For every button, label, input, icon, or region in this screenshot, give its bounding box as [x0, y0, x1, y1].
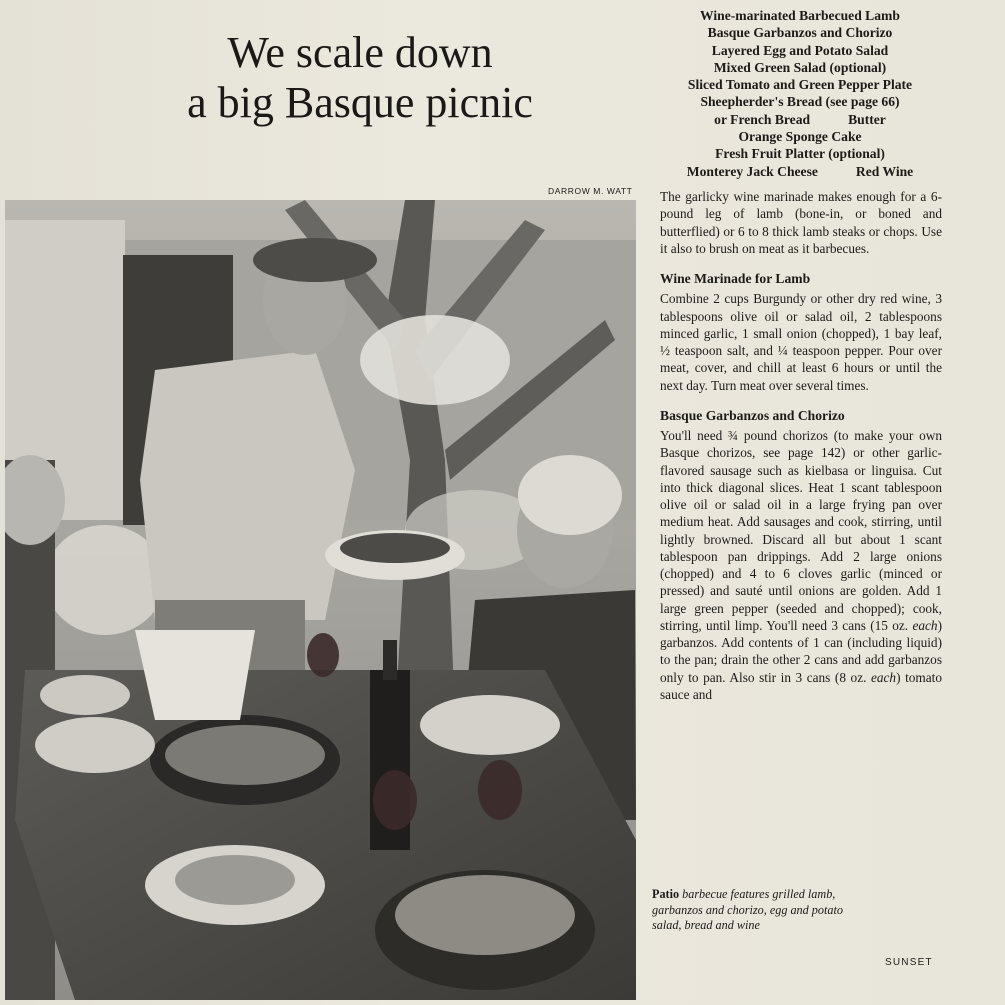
marinade-paragraph: Combine 2 cups Burgundy or other dry red wine, 3 tablespoons olive oil or salad oil, 2 tablespoons minced garlic, 1 small onion (chopped), 1 bay leaf, ½ teaspoon salt, and ¼ teaspoon pepper. Pour over meat, cover, and chill at least 6 hours or until the next day. Turn meat over several times.: [660, 291, 942, 393]
menu-item: or French Bread: [714, 111, 811, 127]
caption-text: barbecue features grilled lamb, garbanzos and chorizo, egg and potato salad, bread and wine: [652, 887, 843, 933]
menu-item: Layered Egg and Potato Salad: [711, 42, 889, 58]
menu-item: Monterey Jack Cheese: [686, 163, 818, 179]
garbanzos-text-a: You'll need ¾ pound chorizos (to make your own Basque chorizos, see page 142) or other garlic-flavored sausage such as kielbasa or linguisa. Cut into thick diagonal slices. Heat 1 scant tablespoon olive oil or salad oil in a large frying pan over medium heat. Add sausages and cook, stirring, until lightly browned. Discard all but about 1 scant tablespoon pan drippings. Add 2 large onions (chopped) and 4 to 6 cloves garlic (minced or pressed) and sauté until onions are golden. Add 1 large green pepper (seeded and chopped); cook, stirring, until limp. You'll need 3 cans (15 oz.: [660, 428, 942, 633]
garbanzos-text-b: ) garbanzos. Add contents of 1 can (including liquid) to the pan; drain the other 2 cans and add garbanzos only to pan. Also stir in 3 cans (8 oz.: [660, 617, 942, 685]
menu-item: Orange Sponge Cake: [738, 129, 862, 145]
menu-item: Sheepherder's Bread (see page 66): [700, 94, 900, 110]
headline-line-1: We scale down: [227, 28, 493, 77]
marinade-heading: Wine Marinade for Lamb: [660, 271, 811, 286]
menu-item: Sliced Tomato and Green Pepper Plate: [687, 77, 913, 93]
menu-item-cheese-row: [650, 163, 950, 180]
garbanzos-paragraph: [660, 427, 942, 703]
garbanzos-heading: Basque Garbanzos and Chorizo: [660, 407, 845, 423]
menu-item: Red Wine: [855, 163, 914, 179]
picnic-photo-illustration: [5, 200, 636, 1000]
garbanzos-em-1: each: [912, 617, 938, 633]
picnic-photo: [5, 200, 636, 1000]
photo-caption: [652, 887, 852, 934]
menu-item: Butter: [848, 111, 886, 127]
menu-list: [650, 7, 950, 180]
menu-item: Mixed Green Salad (optional): [713, 59, 887, 75]
caption-lead: Patio: [652, 887, 680, 901]
menu-item: Basque Garbanzos and Chorizo: [707, 25, 893, 41]
magazine-folio: SUNSET: [885, 957, 933, 968]
headline: [120, 28, 600, 128]
garbanzos-text-c: ) tomato sauce and: [660, 669, 943, 702]
headline-line-2: a big Basque picnic: [187, 78, 533, 127]
menu-item: Wine-marinated Barbecued Lamb: [700, 8, 900, 23]
menu-item-bread-row: [650, 111, 950, 128]
photo-credit: DARROW M. WATT: [548, 186, 633, 196]
garbanzos-em-2: each: [870, 669, 897, 685]
intro-paragraph: The garlicky wine marinade makes enough for a 6-pound leg of lamb (bone-in, or boned and butterflied) or 6 to 8 thick lamb steaks or chops. Use it also to brush on meat as it barbecues.: [660, 189, 942, 256]
menu-item: Fresh Fruit Platter (optional): [715, 146, 885, 162]
recipe-column: [660, 188, 942, 703]
